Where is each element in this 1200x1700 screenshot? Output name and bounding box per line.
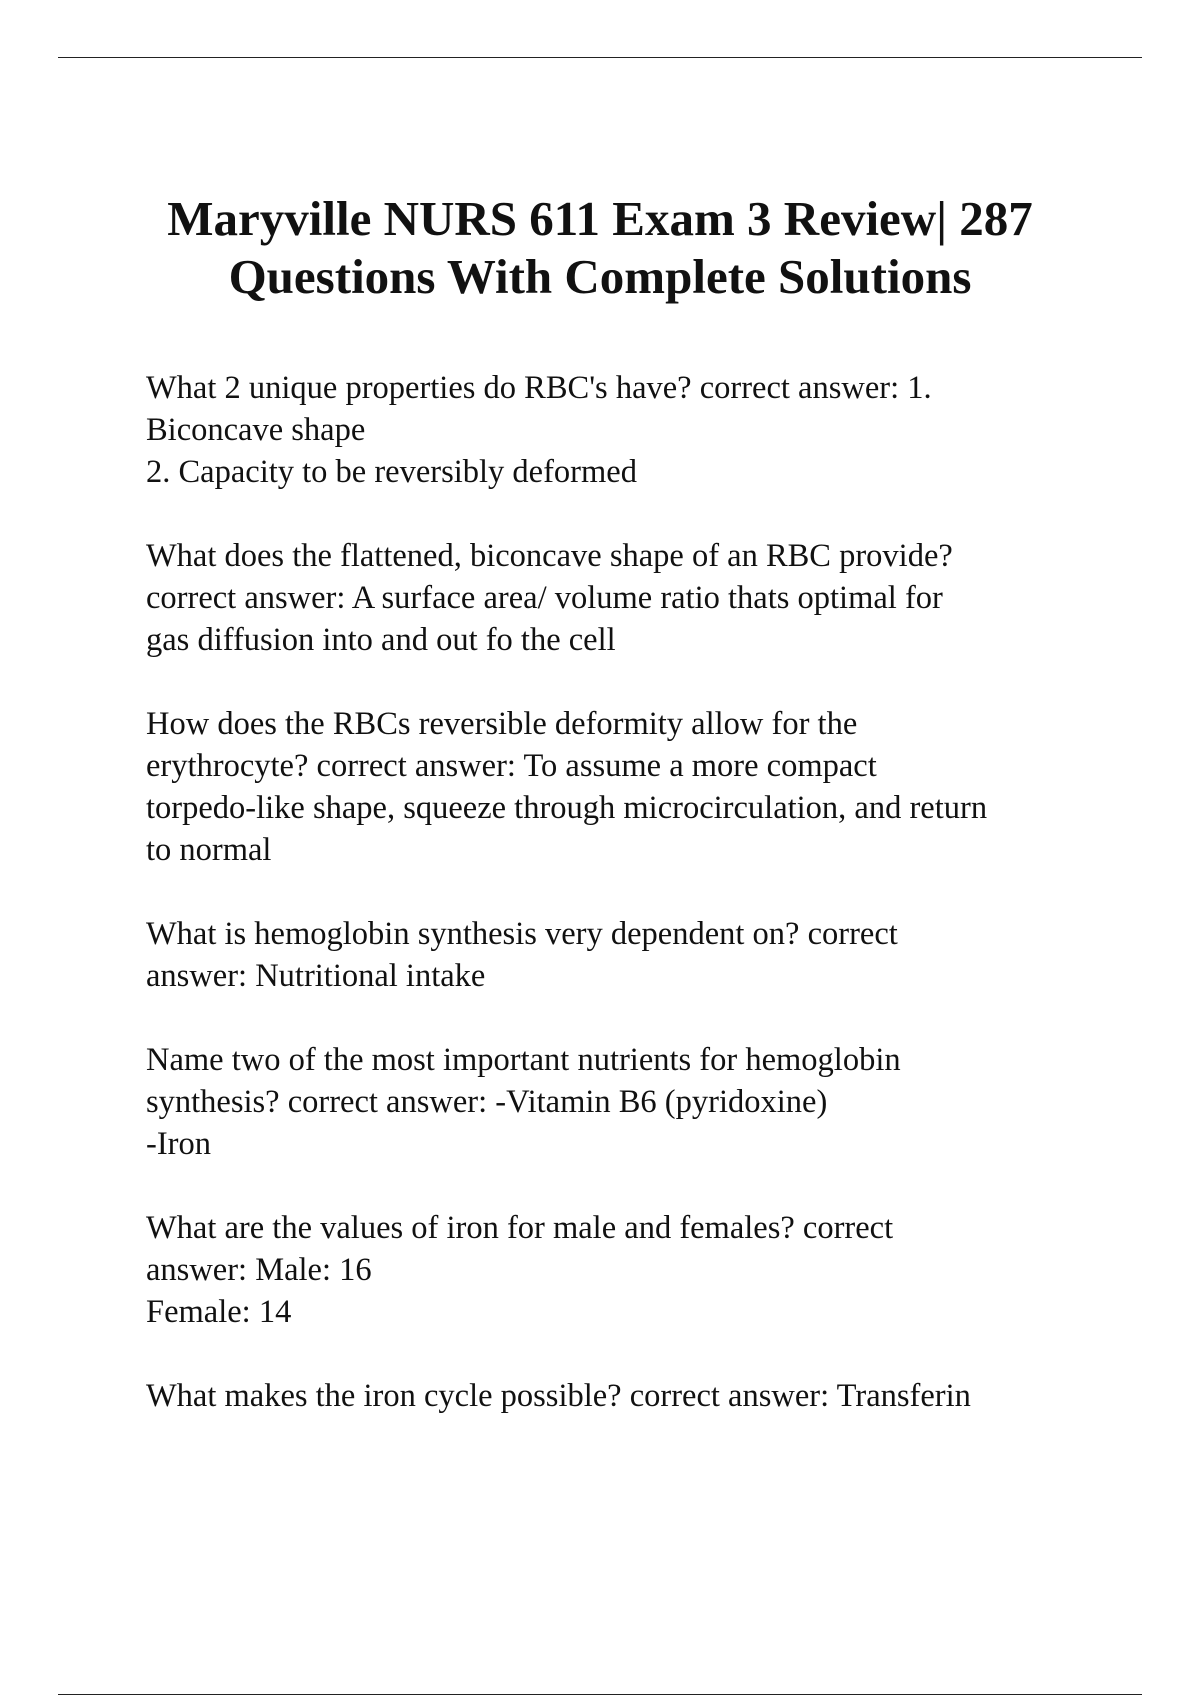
qa-line: answer: Male: 16 bbox=[146, 1252, 372, 1288]
qa-line: 2. Capacity to be reversibly deformed bbox=[146, 454, 637, 490]
title-line: Maryville NURS 611 Exam 3 Review| 287 bbox=[167, 191, 1033, 246]
qa-line: What 2 unique properties do RBC's have? correct answer: 1. bbox=[146, 370, 932, 406]
qa-line: What makes the iron cycle possible? correct answer: Transferin bbox=[146, 1378, 971, 1414]
qa-block bbox=[146, 703, 1106, 871]
qa-line: -Iron bbox=[146, 1126, 211, 1162]
bottom-divider bbox=[58, 1694, 1142, 1695]
qa-block bbox=[146, 535, 1106, 661]
title-line: Questions With Complete Solutions bbox=[228, 249, 972, 304]
qa-line: What is hemoglobin synthesis very dependent on? correct bbox=[146, 916, 898, 952]
qa-block bbox=[146, 1039, 1106, 1165]
top-divider bbox=[58, 57, 1142, 58]
qa-block bbox=[146, 913, 1106, 997]
qa-line: erythrocyte? correct answer: To assume a more compact bbox=[146, 748, 877, 784]
qa-line: Name two of the most important nutrients for hemoglobin bbox=[146, 1042, 901, 1078]
qa-list bbox=[146, 367, 1106, 1459]
qa-block bbox=[146, 1375, 1106, 1417]
qa-line: correct answer: A surface area/ volume ratio thats optimal for bbox=[146, 580, 943, 616]
qa-line: Female: 14 bbox=[146, 1294, 292, 1330]
qa-line: to normal bbox=[146, 832, 272, 868]
qa-line: synthesis? correct answer: -Vitamin B6 (pyridoxine) bbox=[146, 1084, 828, 1120]
document-title bbox=[58, 190, 1142, 306]
qa-line: How does the RBCs reversible deformity allow for the bbox=[146, 706, 858, 742]
qa-line: What does the flattened, biconcave shape of an RBC provide? bbox=[146, 538, 953, 574]
qa-line: torpedo-like shape, squeeze through microcirculation, and return bbox=[146, 790, 988, 826]
qa-block bbox=[146, 367, 1106, 493]
qa-line: gas diffusion into and out fo the cell bbox=[146, 622, 616, 658]
qa-block bbox=[146, 1207, 1106, 1333]
qa-line: Biconcave shape bbox=[146, 412, 366, 448]
qa-line: What are the values of iron for male and females? correct bbox=[146, 1210, 894, 1246]
qa-line: answer: Nutritional intake bbox=[146, 958, 486, 994]
